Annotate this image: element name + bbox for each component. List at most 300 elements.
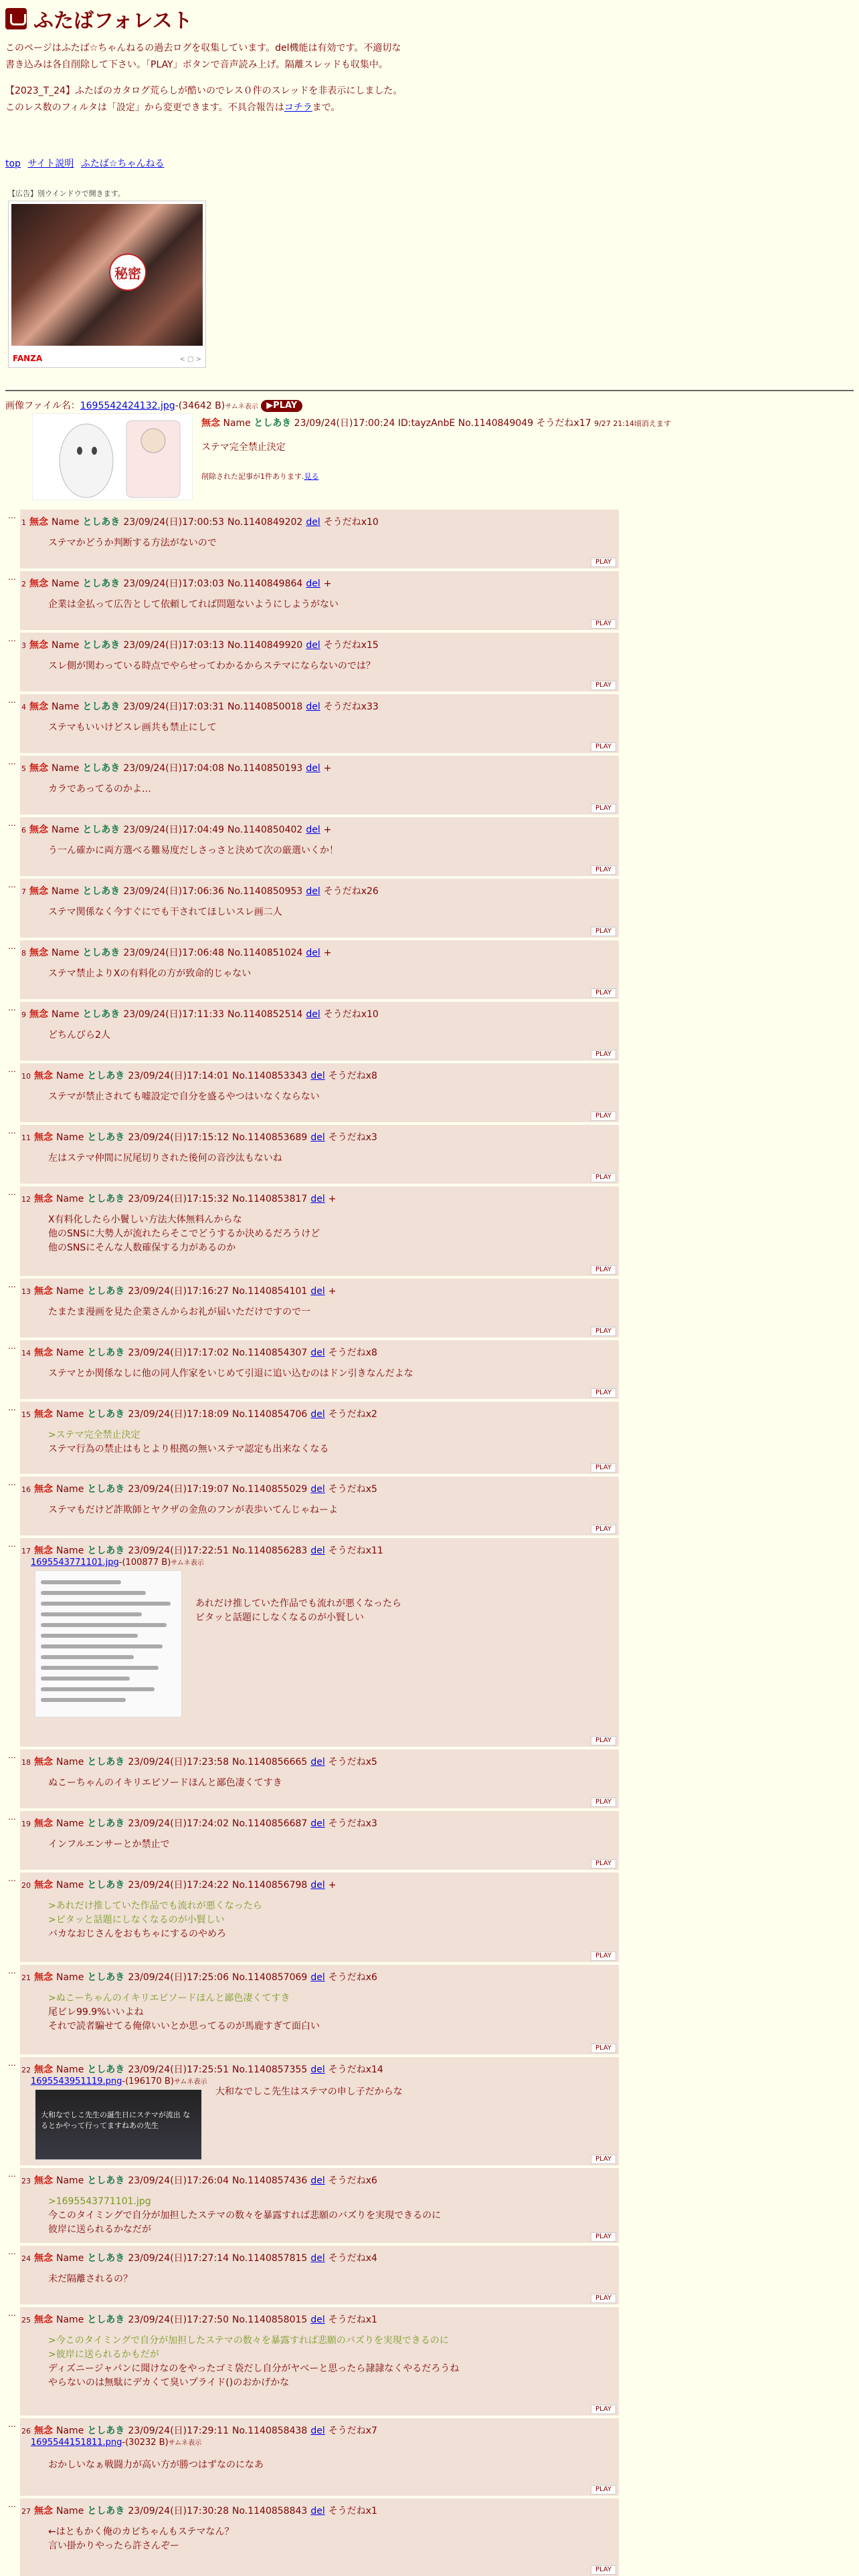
reply-marker: … [8,1478,16,1487]
reply-soudane[interactable]: そうだねx3 [328,1132,377,1143]
reply-subject: 無念 [29,702,48,712]
reply-name-label: Name [52,763,80,774]
thumb-text-line [41,1634,138,1638]
reply-marker: … [8,2058,16,2068]
reply-number: 1 [21,518,26,527]
reply-name: としあき [82,702,120,712]
reply-meta [21,761,335,774]
reply-no[interactable]: No.1140858438 [232,2426,308,2436]
reply-play-button[interactable]: PLAY [591,865,616,875]
thumb-text-line [41,1698,126,1702]
reply-meta [21,1543,387,1557]
site-description-link[interactable]: サイト説明 [27,158,74,169]
reply-del-link[interactable]: del [310,1071,325,1081]
reply-play-button[interactable]: PLAY [591,681,616,690]
reply-name-label: Name [56,2253,84,2264]
reply-soudane[interactable]: そうだねx33 [323,702,379,712]
reply-soudane[interactable]: + [328,1880,337,1891]
reply-thumbnail[interactable] [35,2089,202,2160]
reply-play-button[interactable]: PLAY [591,1111,616,1121]
reply-soudane[interactable]: そうだねx4 [328,2253,377,2264]
reply-name-label: Name [56,1286,84,1297]
reply-marker: … [8,1751,16,1760]
thumb-text-line [41,1591,146,1595]
separator [5,390,854,391]
reply-marker: … [8,2169,16,2179]
reply-marker: … [8,2247,16,2256]
reply-marker: … [8,819,16,828]
reply-soudane[interactable]: + [323,825,332,835]
reply-number: 14 [21,1349,31,1358]
reply-name-label: Name [56,1972,84,1983]
reply-play-button[interactable]: PLAY [591,804,616,813]
reply-name-label: Name [52,702,80,712]
reply-text-line: 他のSNSに大勢人が流れたらそこでどうするか決めるだろうけど [48,1228,320,1239]
reply-name-label: Name [56,1409,84,1420]
reply-number: 23 [21,2177,31,2185]
op-name-label: Name [223,418,251,429]
reply-text-line: ステマかどうか判断する方法がないので [48,538,217,548]
op-thumbnail[interactable] [32,413,193,500]
reply-soudane[interactable]: そうだねx7 [328,2426,377,2436]
reply-text-line: バカなおじさんをおもちゃにするのやめろ [48,1929,226,1939]
reply-subject: 無念 [34,1132,53,1143]
reply-subject: 無念 [34,1409,53,1420]
reply-marker: … [8,757,16,766]
reply-number: 13 [21,1287,31,1296]
op-soudane[interactable]: そうだねx17 [536,418,591,429]
reply-name: としあき [82,640,120,651]
op-deleted-note [201,471,319,481]
futaba-link[interactable]: ふたば☆ちゃんねる [80,158,165,169]
reply-name-label: Name [52,578,80,589]
reply-del-link[interactable]: del [306,517,320,528]
reply-meta [21,2173,381,2187]
reply-no[interactable]: No.1140849920 [227,640,303,651]
reply-no[interactable]: No.1140849864 [227,578,303,589]
reply-name-label: Name [52,1009,80,1020]
reply-no[interactable]: No.1140854706 [232,1409,308,1420]
reply-play-button[interactable]: PLAY [591,2044,616,2053]
reply-subject: 無念 [34,1545,53,1556]
reply-post [20,1965,619,2054]
reply-soudane[interactable]: + [328,1286,337,1297]
reply-name: としあき [87,1757,125,1767]
reply-del-link[interactable]: del [310,1409,325,1420]
quote-line: >今このタイミングで自分が加担したステマの数々を暴露すれば悲願のバズりを実現できるのに [48,2335,449,2346]
reply-del-link[interactable]: del [306,763,320,774]
reply-subject: 無念 [29,886,48,897]
reply-number: 18 [21,1758,31,1767]
reply-del-link[interactable]: del [310,2064,325,2075]
reply-number: 8 [21,949,26,958]
reply-post [20,2057,619,2165]
reply-name-label: Name [56,1484,84,1495]
reply-no[interactable]: No.1140854101 [232,1286,308,1297]
reply-soudane[interactable]: そうだねx10 [323,1009,379,1020]
reply-name: としあき [87,1071,125,1081]
reply-date: 23/09/24(日)17:06:48 [123,948,224,958]
reply-soudane[interactable]: そうだねx1 [328,2315,377,2325]
reply-play-button[interactable]: PLAY [591,1265,616,1275]
reply-del-link[interactable]: del [310,2253,325,2264]
reply-play-button[interactable]: PLAY [591,1050,616,1059]
reply-thumbnail[interactable] [35,1570,182,1717]
reply-del-link[interactable]: del [310,2315,325,2325]
reply-marker: … [8,1065,16,1074]
deleted-note-text: 削除された記事が1件あります. [201,472,304,481]
reply-text-line: 他のSNSにそんな人数確保する力があるのか [48,1243,236,1253]
reply-soudane[interactable]: そうだねx5 [328,1757,377,1767]
reply-name: としあき [87,1409,125,1420]
reply-play-button[interactable]: PLAY [591,2155,616,2164]
reply-del-link[interactable]: del [310,1348,325,1358]
reply-soudane[interactable]: そうだねx8 [328,1348,377,1358]
reply-file-size: -(30232 B) [122,2438,169,2448]
reply-soudane[interactable]: そうだねx11 [328,1545,383,1556]
reply-meta [21,515,382,528]
reply-marker: … [8,695,16,705]
reply-text-line: ステマ行為の禁止はもとより根拠の無いステマ認定も出来なくなる [48,1444,329,1455]
reply-number: 2 [21,580,26,588]
site-header [5,4,193,33]
reply-meta [21,1482,381,1495]
reply-number: 21 [21,1973,31,1982]
reply-del-link[interactable]: del [306,825,320,835]
reply-play-button[interactable]: PLAY [591,1525,616,1534]
reply-name: としあき [87,2175,125,2186]
reply-text-line: 未だ隔離されるの？ [48,2274,132,2284]
reply-text-line: 企業は金払って広告として依頼してれば問題ないようにしようがない [48,599,339,610]
ad-image[interactable] [11,204,203,346]
reply-name: としあき [87,1484,125,1495]
reply-meta [21,1878,339,1891]
reply-no[interactable]: No.1140855029 [232,1484,308,1495]
reply-subject: 無念 [34,1818,53,1829]
reply-marker: … [8,2309,16,2318]
reply-file-link[interactable]: 1695543951119.png [31,2076,122,2086]
reply-play-button[interactable]: PLAY [591,1951,616,1961]
reply-marker: … [8,2420,16,2429]
reply-name: としあき [82,948,120,958]
reply-meta [21,1284,339,1297]
reply-number: 6 [21,826,26,835]
reply-play-button[interactable]: PLAY [591,1463,616,1473]
intro-line1: このページはふたば☆ちゃんねるの過去ログを収集しています。del機能は有効です。不適切な書き込みは各自削除して下さい。「PLAY」ボタンで音声読み上げ。隔離スレッドも収集中。 [5,43,401,70]
reply-meta [21,823,335,836]
thumb-text-line [41,1677,130,1681]
reply-thumb-note: サムネ表示 [173,2078,207,2086]
reply-del-link[interactable]: del [310,1545,325,1556]
bug-report-link[interactable]: コチラ [284,102,312,113]
reply-no[interactable]: No.1140857436 [232,2175,308,2186]
quote-line: >ステマ完全禁止決定 [48,1430,140,1440]
reply-no[interactable]: No.1140856687 [232,1818,308,1829]
reply-date: 23/09/24(日)17:23:58 [128,1757,229,1767]
reply-del-link[interactable]: del [310,1286,325,1297]
reply-soudane[interactable]: + [323,578,332,589]
reply-post [20,1402,619,1474]
reply-marker: … [8,1874,16,1883]
reply-number: 11 [21,1134,31,1142]
reply-number: 24 [21,2254,31,2263]
reply-name-label: Name [52,640,80,651]
reply-no[interactable]: No.1140856665 [232,1757,308,1767]
reply-del-link[interactable]: del [310,2175,325,2186]
reply-play-button[interactable]: PLAY [591,1388,616,1398]
reply-post [20,1872,619,1962]
reply-subject: 無念 [34,2175,53,2186]
reply-subject: 無念 [34,1286,53,1297]
reply-name-label: Name [56,2315,84,2325]
reply-subject: 無念 [29,640,48,651]
reply-date: 23/09/24(日)17:03:13 [123,640,224,651]
op-file-size: -(34642 B) [175,401,225,411]
reply-post [20,1477,619,1535]
reply-no[interactable]: No.1140849202 [227,517,303,528]
thumb-text-line [41,1687,155,1691]
reply-post [20,817,619,876]
reply-soudane[interactable]: そうだねx5 [328,1484,377,1495]
reply-marker: … [8,1966,16,1975]
ad-seal: 秘密 [109,253,147,291]
ad-banner[interactable] [8,201,206,368]
reply-name: としあき [87,2315,125,2325]
reply-no[interactable]: No.1140853689 [232,1132,308,1143]
reply-post [20,1749,619,1808]
reply-soudane[interactable]: そうだねx8 [328,1071,377,1081]
reply-name-label: Name [52,886,80,897]
reply-meta [21,576,335,590]
reply-text-line: たまたま漫画を見た企業さんからお礼が届いただけですので一 [48,1307,310,1317]
reply-date: 23/09/24(日)17:18:09 [128,1409,229,1420]
reply-subject: 無念 [34,1972,53,1983]
reply-no[interactable]: No.1140853817 [232,1194,308,1204]
reply-del-link[interactable]: del [310,1132,325,1143]
reply-date: 23/09/24(日)17:27:50 [128,2315,229,2325]
reply-marker: … [8,1539,16,1549]
reply-name-label: Name [56,1818,84,1829]
reply-del-link[interactable]: del [310,2426,325,2436]
reply-no[interactable]: No.1140856283 [232,1545,308,1556]
reply-soudane[interactable]: + [328,1194,337,1204]
reply-subject: 無念 [34,2426,53,2436]
reply-text-line: 今このタイミングで自分が加担したステマの数々を暴露すれば悲願のバズりを実現できるのに [48,2210,442,2221]
reply-no[interactable]: No.1140854307 [232,1348,308,1358]
reply-subject: 無念 [29,517,48,528]
reply-file-line [31,1557,204,1568]
reply-play-button[interactable]: PLAY [591,1327,616,1336]
deleted-note-link[interactable]: 見る [304,472,319,481]
reply-play-button[interactable]: PLAY [591,2294,616,2303]
reply-no[interactable]: No.1140850018 [227,702,303,712]
reply-play-button[interactable]: PLAY [591,1798,616,1807]
reply-no[interactable]: No.1140853343 [232,1071,308,1081]
reply-post [20,1340,619,1399]
reply-text-line: インフルエンサーとか禁止で [48,1839,170,1850]
ad-brand: FANZA [13,354,43,363]
op-no[interactable]: No.1140849049 [458,418,534,429]
reply-name-label: Name [56,2426,84,2436]
reply-no[interactable]: No.1140850193 [227,763,303,774]
reply-del-link[interactable]: del [310,1484,325,1495]
reply-no[interactable]: No.1140856798 [232,1880,308,1891]
reply-no[interactable]: No.1140857355 [232,2064,308,2075]
reply-no[interactable]: No.1140857069 [232,1972,308,1983]
intro-line2 [5,83,407,116]
reply-meta [21,946,335,959]
reply-post [20,571,619,630]
intro-line2-prefix: 【2023_T_24】ふたばのカタログ荒らしが酷いのでレス０件のスレッドを非表示にしました。このレス数のフィルタは「設定」から変更できます。不具合報告は [5,86,403,113]
reply-name-label: Name [56,1757,84,1767]
reply-text-line: ステマが禁止されても嘘設定で自分を盛るやつはいなくならない [48,1091,320,1102]
reply-del-link[interactable]: del [310,1880,325,1891]
reply-text-line: ステマもだけど詐欺師とヤクザの金魚のフンが表歩いてんじゃねーよ [48,1505,339,1515]
reply-play-button[interactable]: PLAY [591,742,616,752]
reply-text-line: ←はともかく俺のカビちゃんもステマなん？ [48,2527,234,2537]
reply-play-button[interactable]: PLAY [591,2232,616,2242]
reply-text-line: ぬこーちゃんのイキリエピソードほんと鄙色凄くてすき [48,1778,282,1788]
reply-play-button[interactable]: PLAY [591,2565,616,2575]
reply-del-link[interactable]: del [306,886,320,897]
reply-no[interactable]: No.1140858843 [232,2506,308,2516]
reply-subject: 無念 [34,1880,53,1891]
reply-name: としあき [82,763,120,774]
reply-name-label: Name [56,2506,84,2516]
reply-post [20,510,619,568]
reply-meta [21,1346,381,1359]
quote-line: >あれだけ推していた作品でも流れが悪くなったら [48,1901,262,1911]
reply-soudane[interactable]: そうだねx14 [328,2064,383,2075]
reply-del-link[interactable]: del [310,1194,325,1204]
reply-soudane[interactable]: そうだねx2 [328,1409,377,1420]
reply-date: 23/09/24(日)17:22:51 [128,1545,229,1556]
op-date: 23/09/24(日)17:00:24 [294,418,395,429]
reply-del-link[interactable]: del [310,2506,325,2516]
reply-soudane[interactable]: そうだねx10 [323,517,379,528]
reply-post [20,2498,619,2576]
reply-play-button[interactable]: PLAY [591,1736,616,1745]
reply-number: 17 [21,1547,31,1555]
op-play-button[interactable]: ▶PLAY [261,400,302,412]
reply-del-link[interactable]: del [310,1972,325,1983]
reply-del-link[interactable]: del [310,1818,325,1829]
reply-marker: … [8,942,16,951]
reply-name-label: Name [56,1348,84,1358]
reply-marker: … [8,511,16,520]
reply-del-link[interactable]: del [306,1009,320,1020]
reply-no[interactable]: No.1140851024 [227,948,303,958]
op-id: ID:tayzAnbE [397,418,456,429]
reply-name-label: Name [52,517,80,528]
reply-post [20,2307,619,2416]
reply-del-link[interactable]: del [310,1757,325,1767]
reply-number: 22 [21,2066,31,2074]
reply-meta [21,1007,382,1021]
ad-nav-arrows[interactable]: < ▢ > [179,356,201,363]
reply-soudane[interactable]: そうだねx6 [328,1972,377,1983]
reply-name-label: Name [52,948,80,958]
reply-name-label: Name [56,1880,84,1891]
reply-file-link[interactable]: 1695543771101.jpg [31,1558,119,1568]
reply-subject: 無念 [34,1757,53,1767]
thumb-text-line [41,1612,142,1616]
reply-no[interactable]: No.1140852514 [227,1009,303,1020]
reply-name-label: Name [56,1071,84,1081]
reply-post [20,1002,619,1061]
top-link[interactable]: top [5,158,21,169]
reply-no[interactable]: No.1140850402 [227,825,303,835]
reply-soudane[interactable]: そうだねx15 [323,640,379,651]
reply-soudane[interactable]: + [323,948,332,958]
reply-text-line: X有料化したら小鬢しい方法大体無料んからな [48,1214,242,1225]
reply-play-button[interactable]: PLAY [591,927,616,936]
reply-date: 23/09/24(日)17:00:53 [123,517,224,528]
thumb-text-line [41,1655,134,1659]
quote-line: >ぬこーちゃんのイキリエピソードほんと鄙色凄くてすき [48,1993,290,2004]
reply-no[interactable]: No.1140850953 [227,886,303,897]
reply-play-button[interactable]: PLAY [591,988,616,998]
reply-post [20,2418,619,2496]
reply-number: 19 [21,1820,31,1828]
reply-post [20,879,619,938]
reply-date: 23/09/24(日)17:27:14 [128,2253,229,2264]
reply-del-link[interactable]: del [306,702,320,712]
reply-name: としあき [87,1545,125,1556]
reply-play-button[interactable]: PLAY [591,2485,616,2494]
reply-del-link[interactable]: del [306,578,320,589]
reply-date: 23/09/24(日)17:17:02 [128,1348,229,1358]
reply-no[interactable]: No.1140858015 [232,2315,308,2325]
reply-soudane[interactable]: + [323,763,332,774]
reply-meta [21,700,382,713]
reply-meta [21,2313,381,2326]
reply-name: としあき [87,1348,125,1358]
reply-soudane[interactable]: そうだねx6 [328,2175,377,2186]
reply-subject: 無念 [34,1071,53,1081]
reply-number: 5 [21,764,26,773]
reply-meta [21,1069,381,1082]
reply-file-link[interactable]: 1695544151811.png [31,2438,122,2448]
nav-links [5,156,168,170]
reply-marker: … [8,1126,16,1136]
reply-del-link[interactable]: del [306,948,320,958]
reply-name: としあき [82,517,120,528]
reply-soudane[interactable]: そうだねx26 [323,886,379,897]
reply-post [20,2246,619,2304]
file-prefix: 画像ファイル名： [5,401,80,411]
reply-number: 27 [21,2507,31,2516]
reply-play-button[interactable]: PLAY [591,619,616,629]
reply-soudane[interactable]: そうだねx3 [328,1818,377,1829]
reply-text-line: どちんびら2人 [48,1030,110,1041]
reply-meta [21,2062,387,2076]
ad-label: 【広告】別ウインドウで開きます。 [8,189,125,198]
reply-del-link[interactable]: del [306,640,320,651]
reply-play-button[interactable]: PLAY [591,1173,616,1182]
reply-date: 23/09/24(日)17:14:01 [128,1071,229,1081]
reply-meta [21,1192,339,1205]
op-file-link[interactable]: 1695542424132.jpg [80,401,175,411]
reply-play-button[interactable]: PLAY [591,1859,616,1868]
reply-soudane[interactable]: そうだねx1 [328,2506,377,2516]
reply-play-button[interactable]: PLAY [591,2405,616,2414]
reply-text-line: やらないのは無駄にデカくて臭いプライド()のおかげかな [48,2377,290,2388]
reply-no[interactable]: No.1140857815 [232,2253,308,2264]
reply-number: 3 [21,641,26,650]
reply-date: 23/09/24(日)17:26:04 [128,2175,229,2186]
reply-play-button[interactable]: PLAY [591,558,616,567]
